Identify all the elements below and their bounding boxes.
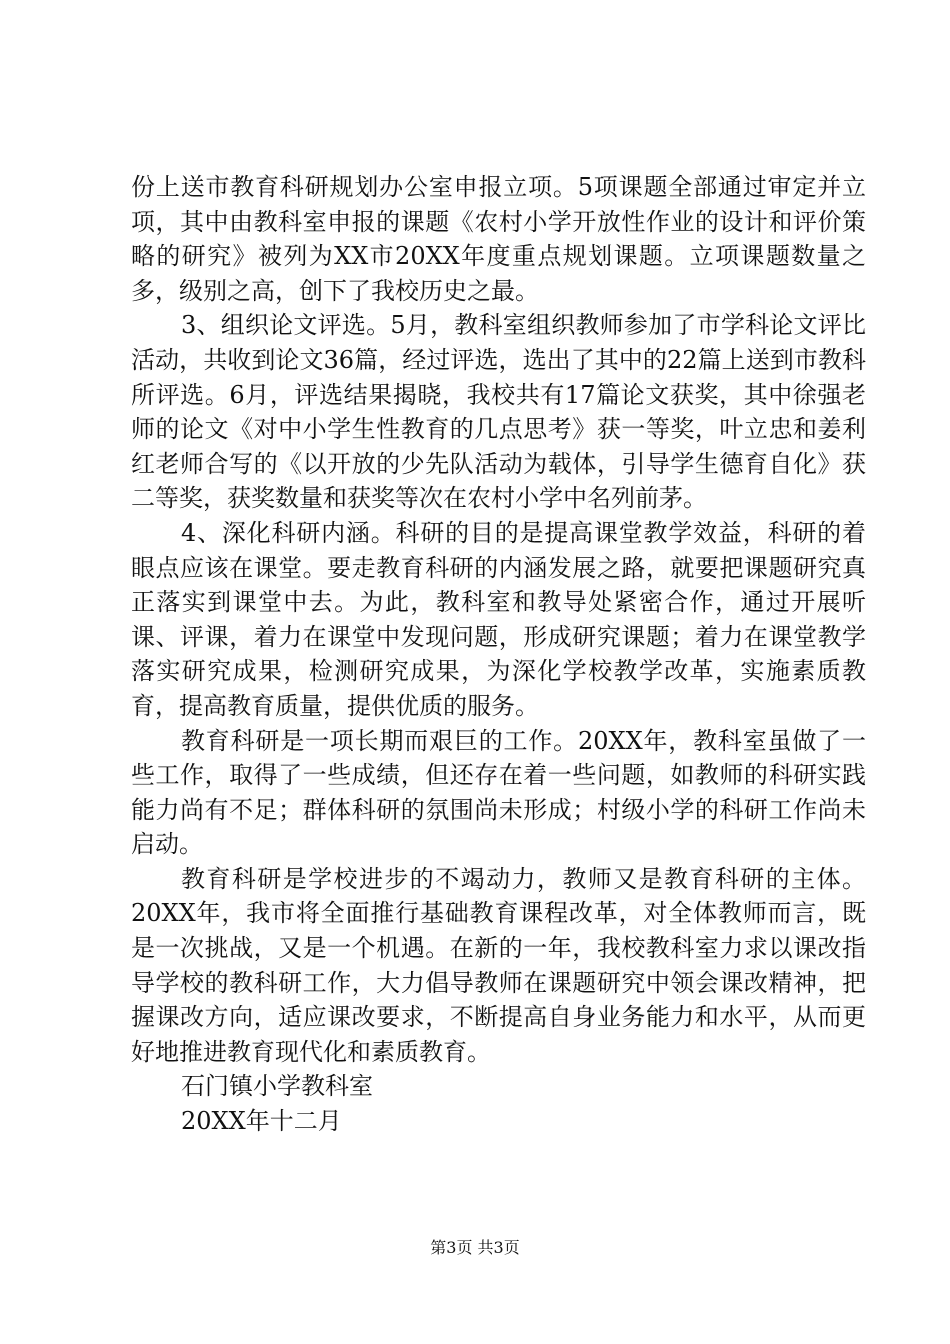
document-body <box>131 170 866 1069</box>
signature-block <box>181 1069 581 1139</box>
paragraph-research-deepening: 4、深化科研内涵。科研的目的是提高课堂教学效益，科研的着眼点应该在课堂。要走教育科研的内涵发展之路，就要把课题研究真正落实到课堂中去。为此，教科室和教导处紧密合作，通过开展听课、评课，着力在课堂中发现问题，形成研究课题；着力在课堂教学落实研究成果，检测研究成果，为深化学校教学改革，实施素质教育，提高教育质量，提供优质的服务。 <box>131 518 866 720</box>
paragraph-problems: 教育科研是一项长期而艰巨的工作。20XX年，教科室虽做了一些工作，取得了一些成绩，但还存在着一些问题，如教师的科研实践能力尚有不足；群体科研的氛围尚未形成；村级小学的科研工作尚未启动。 <box>131 726 866 859</box>
page-footer: 第3页 共3页 <box>430 1238 520 1257</box>
paragraph-paper-selection: 3、组织论文评选。5月，教科室组织教师参加了市学科论文评比活动，共收到论文36篇，经过评选，选出了其中的22篇上送到市教科所评选。6月，评选结果揭晓，我校共有17篇论文获奖，其中徐强老师的论文《对中小学生性教育的几点思考》获一等奖，叶立忠和姜利红老师合写的《以开放的少先队活动为载体，引导学生德育自化》获二等奖，获奖数量和获奖等次在农村小学中名列前茅。 <box>131 311 866 513</box>
paragraph-project-approval: 份上送市教育科研规划办公室申报立项。5项课题全部通过审定并立项，其中由教科室申报的课题《农村小学开放性作业的设计和评价策略的研究》被列为XX市20XX年度重点规划课题。立项课题数量之多，级别之高，创下了我校历史之最。 <box>131 173 866 305</box>
paragraph-outlook: 教育科研是学校进步的不竭动力，教师又是教育科研的主体。20XX年，我市将全面推行基础教育课程改革，对全体教师而言，既是一次挑战，又是一个机遇。在新的一年，我校教科室力求以课改指导学校的教科研工作，大力倡导教师在课题研究中领会课改精神，把握课改方向，适应课改要求，不断提高自身业务能力和水平，从而更好地推进教育现代化和素质教育。 <box>131 864 866 1066</box>
signature-organization: 石门镇小学教科室 <box>181 1072 373 1100</box>
signature-date: 20XX年十二月 <box>181 1107 342 1135</box>
